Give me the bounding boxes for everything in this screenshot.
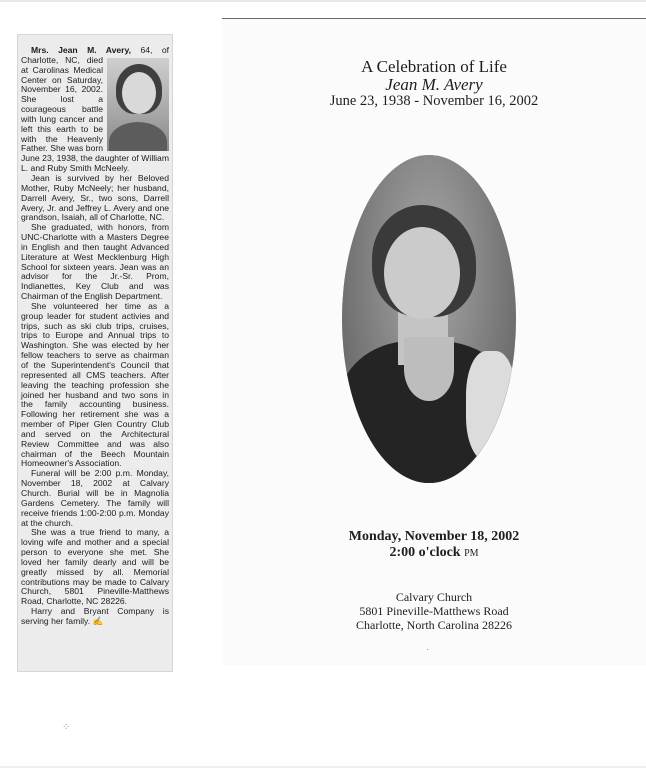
obituary-lead-name: Mrs. Jean M. Avery, xyxy=(31,45,132,55)
obituary-paragraph-2: Jean is survived by her Beloved Mother, Ruby McNeely; her husband, Darrell Avery, Sr., two sons, Darrell Avery, Jr. and Jeffrey L. Avery and one grandson, Isaiah, all of Charlotte, NC. xyxy=(21,172,169,223)
church-name: Calvary Church xyxy=(395,590,473,604)
obituary-paragraph-7 xyxy=(21,607,169,627)
program-name: Jean M. Avery xyxy=(385,75,483,94)
service-time: 2:00 o'clock xyxy=(389,545,461,560)
scan-edge-top xyxy=(0,0,646,2)
obituary-text xyxy=(21,46,169,627)
obituary-paragraph-6: She was a true friend to many, a loving wife and mother and a special person to everyone she met. She loved her family dearly and will be greatly missed by all. Memorial contributions may be made to Calvary Church, 5801 Pineville-Matthews Road, Charlotte, NC 28226. xyxy=(21,527,169,607)
signature-mark-icon: ✍ xyxy=(92,615,104,626)
obituary-paragraph-4: She volunteered her time as a group leader for student activies and trips, such as ski club trips, cruises, trips to Europe and Annual trips to Washington. She was elected by her fellow teachers to serve as chairman of the Superintendent's Council that represented all CMS teachers. After leaving the teaching profession she joined her husband and two sons in the family accounting business. Following her retirement she was a member of Piper Glen Country Club and served on the Architectural Review Committee and was also chairman of the Beech Mountain Homeowner's Association. xyxy=(21,300,169,469)
obituary-paragraph-1-text: 64, of Charlotte, NC, died at Carolinas Medical Center on Saturday, November 16, 2002. She lost a courageous battle with lung cancer and left this earth to be with the Heavenly Father. She was born June 23, 1938, the daughter of William L. and Ruby Smith McNeely. xyxy=(21,45,169,174)
obituary-closing: Harry and Bryant Company is serving her family. xyxy=(21,606,169,626)
obituary-photo xyxy=(107,58,169,151)
scan-speck-icon: ⁘ xyxy=(62,722,71,733)
obituary-paragraph-1 xyxy=(21,46,169,174)
memorial-program xyxy=(222,18,646,665)
church-address: 5801 Pineville-Matthews Road xyxy=(359,604,509,618)
obituary-paragraph-5: Funeral will be 2:00 p.m. Monday, November 18, 2002 at Calvary Church. Burial will be in Magnolia Gardens Cemetery. The family will receive friends 1:00-2:00 p.m. Monday at the church. xyxy=(21,468,169,528)
program-dates: June 23, 1938 - November 16, 2002 xyxy=(329,93,539,109)
program-heading: A Celebration of Life xyxy=(361,57,507,76)
scan-dot-icon: · xyxy=(426,644,430,655)
service-time-suffix: PM xyxy=(464,548,479,559)
service-time-line xyxy=(222,545,646,561)
obituary-paragraph-3: She graduated, with honors, from UNC-Charlotte with a Masters Degree in English and then taught Advanced Literature at West Mecklenburg High School for sixteen years. Jean was an advisor for the Jr.-Sr. Prom, Indianettes, Key Club and was Chairman of the English Department. xyxy=(21,222,169,302)
obituary-clipping xyxy=(17,34,173,672)
portrait-photo xyxy=(342,155,516,483)
service-date: Monday, November 18, 2002 xyxy=(348,529,520,544)
church-city: Charlotte, North Carolina 28226 xyxy=(356,618,512,632)
